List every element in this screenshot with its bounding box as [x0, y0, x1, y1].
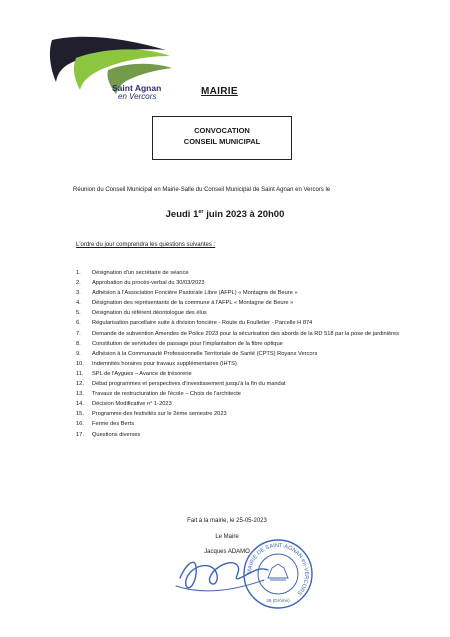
agenda-item-text: Constitution de servitudes de passage pour l'implantation de la fibre optique: [92, 340, 283, 347]
agenda-item: [76, 399, 416, 409]
agenda-item-text: Décision Modificative n° 1-2023: [92, 401, 172, 408]
intro-text: Réunion du Conseil Municipal en Mairie-Salle du Conseil Municipal de Saint Agnan en Vercors le: [73, 187, 331, 193]
logo-text-line1: Saint Agnan: [112, 83, 162, 93]
agenda-item-number: 1.: [76, 270, 81, 276]
agenda-item: [76, 318, 416, 328]
agenda-item: [76, 298, 416, 308]
meeting-day-suffix: er: [198, 209, 204, 215]
agenda-item-text: Questions diverses: [92, 431, 141, 438]
agenda-item-number: 9.: [76, 350, 81, 357]
meeting-day: Jeudi 1: [165, 209, 199, 221]
agenda-item-number: 6.: [76, 320, 81, 327]
agenda-item-text: SPL de l'Aygues – Avance de trésorerie: [92, 370, 192, 377]
agenda-item-number: 13.: [76, 391, 84, 398]
agenda-item: [76, 359, 416, 369]
mairie-stamp: [242, 538, 314, 610]
closing-name: Jacques ADAMO: [204, 549, 250, 555]
agenda-item: [76, 329, 416, 339]
title-line1: CONVOCATION: [194, 126, 250, 135]
agenda-item: [76, 409, 416, 419]
agenda-item-text: Programme des festivités sur le 2ème semestre 2023: [92, 411, 227, 418]
agenda-item-number: 10.: [76, 360, 84, 367]
agenda-item-number: 5.: [76, 310, 81, 317]
meeting-date-rest: juin 2023 à 20h00: [203, 209, 285, 221]
agenda-item-text: Régularisation parcellaire suite à division foncière - Route du Foulletier - Parcelle H 874: [92, 320, 313, 327]
closing-role: Le Maire: [215, 534, 239, 540]
agenda-item-number: 17.: [76, 431, 84, 438]
agenda-item-number: 8.: [76, 340, 81, 347]
agenda-item-text: Désignation d'un secrétaire de séance: [92, 270, 189, 276]
agenda-item: [76, 308, 416, 318]
agenda-item: [76, 349, 416, 359]
agenda-item: [76, 430, 416, 440]
agenda-item-number: 16.: [76, 421, 84, 428]
logo-text-line2: en Vercors: [118, 92, 157, 101]
agenda-item: [76, 268, 416, 278]
agenda-item-number: 4.: [76, 300, 81, 307]
agenda-item-number: 12.: [76, 381, 84, 388]
meeting-datetime: [0, 209, 450, 220]
agenda-item: [76, 369, 416, 379]
agenda-item: [76, 278, 416, 288]
title-box: [152, 116, 292, 160]
agenda-item: [76, 389, 416, 399]
agenda-item-number: 2.: [76, 280, 81, 287]
agenda-item-text: Ferme des Berts: [92, 421, 135, 428]
agenda-item-text: Travaux de restructuration de l'école – Choix de l'architecte: [92, 391, 241, 398]
agenda-item: [76, 339, 416, 349]
agenda-item: [76, 288, 416, 298]
agenda-item-text: Indemnités horaires pour travaux supplémentaires (IHTS): [92, 360, 237, 367]
agenda-item-number: 7.: [76, 330, 81, 337]
page-heading: MAIRIE: [201, 86, 238, 97]
agenda-list: [76, 268, 416, 440]
agenda-item-number: 15.: [76, 411, 84, 418]
stamp-code: 26 (Drôme): [266, 598, 290, 603]
agenda-item-text: Débat programmes et perspectives d'investissement jusqu'à la fin du mandat: [92, 381, 286, 388]
stamp-text: MAIRIE DE SAINT-AGNAN-en-VERCORS: [246, 542, 310, 596]
agenda-item-number: 11.: [76, 370, 84, 377]
agenda-item-text: Désignation du référent déontologue des élus: [92, 310, 207, 317]
svg-text:MAIRIE DE SAINT-AGNAN-en-VERCO: [247, 543, 309, 596]
closing-place-date: Fait à la mairie, le 25-05-2023: [187, 518, 267, 524]
agenda-item-number: 3.: [76, 290, 81, 297]
agenda-item-text: Approbation du procès-verbal du 30/03/2023: [92, 280, 205, 287]
order-title: L'ordre du jour comprendra les questions suivantes :: [76, 242, 216, 248]
agenda-item-text: Adhésion à la Communauté Professionnelle Territoriale de Santé (CPTS) Royans Vercors: [92, 350, 318, 357]
agenda-item: [76, 379, 416, 389]
title-line2: CONSEIL MUNICIPAL: [183, 137, 261, 146]
agenda-item: [76, 419, 416, 429]
agenda-item-text: Demande de subvention Amendes de Police 2023 pour la sécurisation des abords de la RD 518 par la pose de jardinières: [92, 330, 400, 337]
agenda-item-text: Désignation des représentants de la commune à l'AFPL « Montagne de Beure »: [92, 300, 294, 307]
agenda-item-number: 14.: [76, 401, 84, 408]
agenda-item-text: Adhésion à l'Association Foncière Pastorale Libre (AFPL) « Montagne de Beure »: [92, 290, 298, 297]
